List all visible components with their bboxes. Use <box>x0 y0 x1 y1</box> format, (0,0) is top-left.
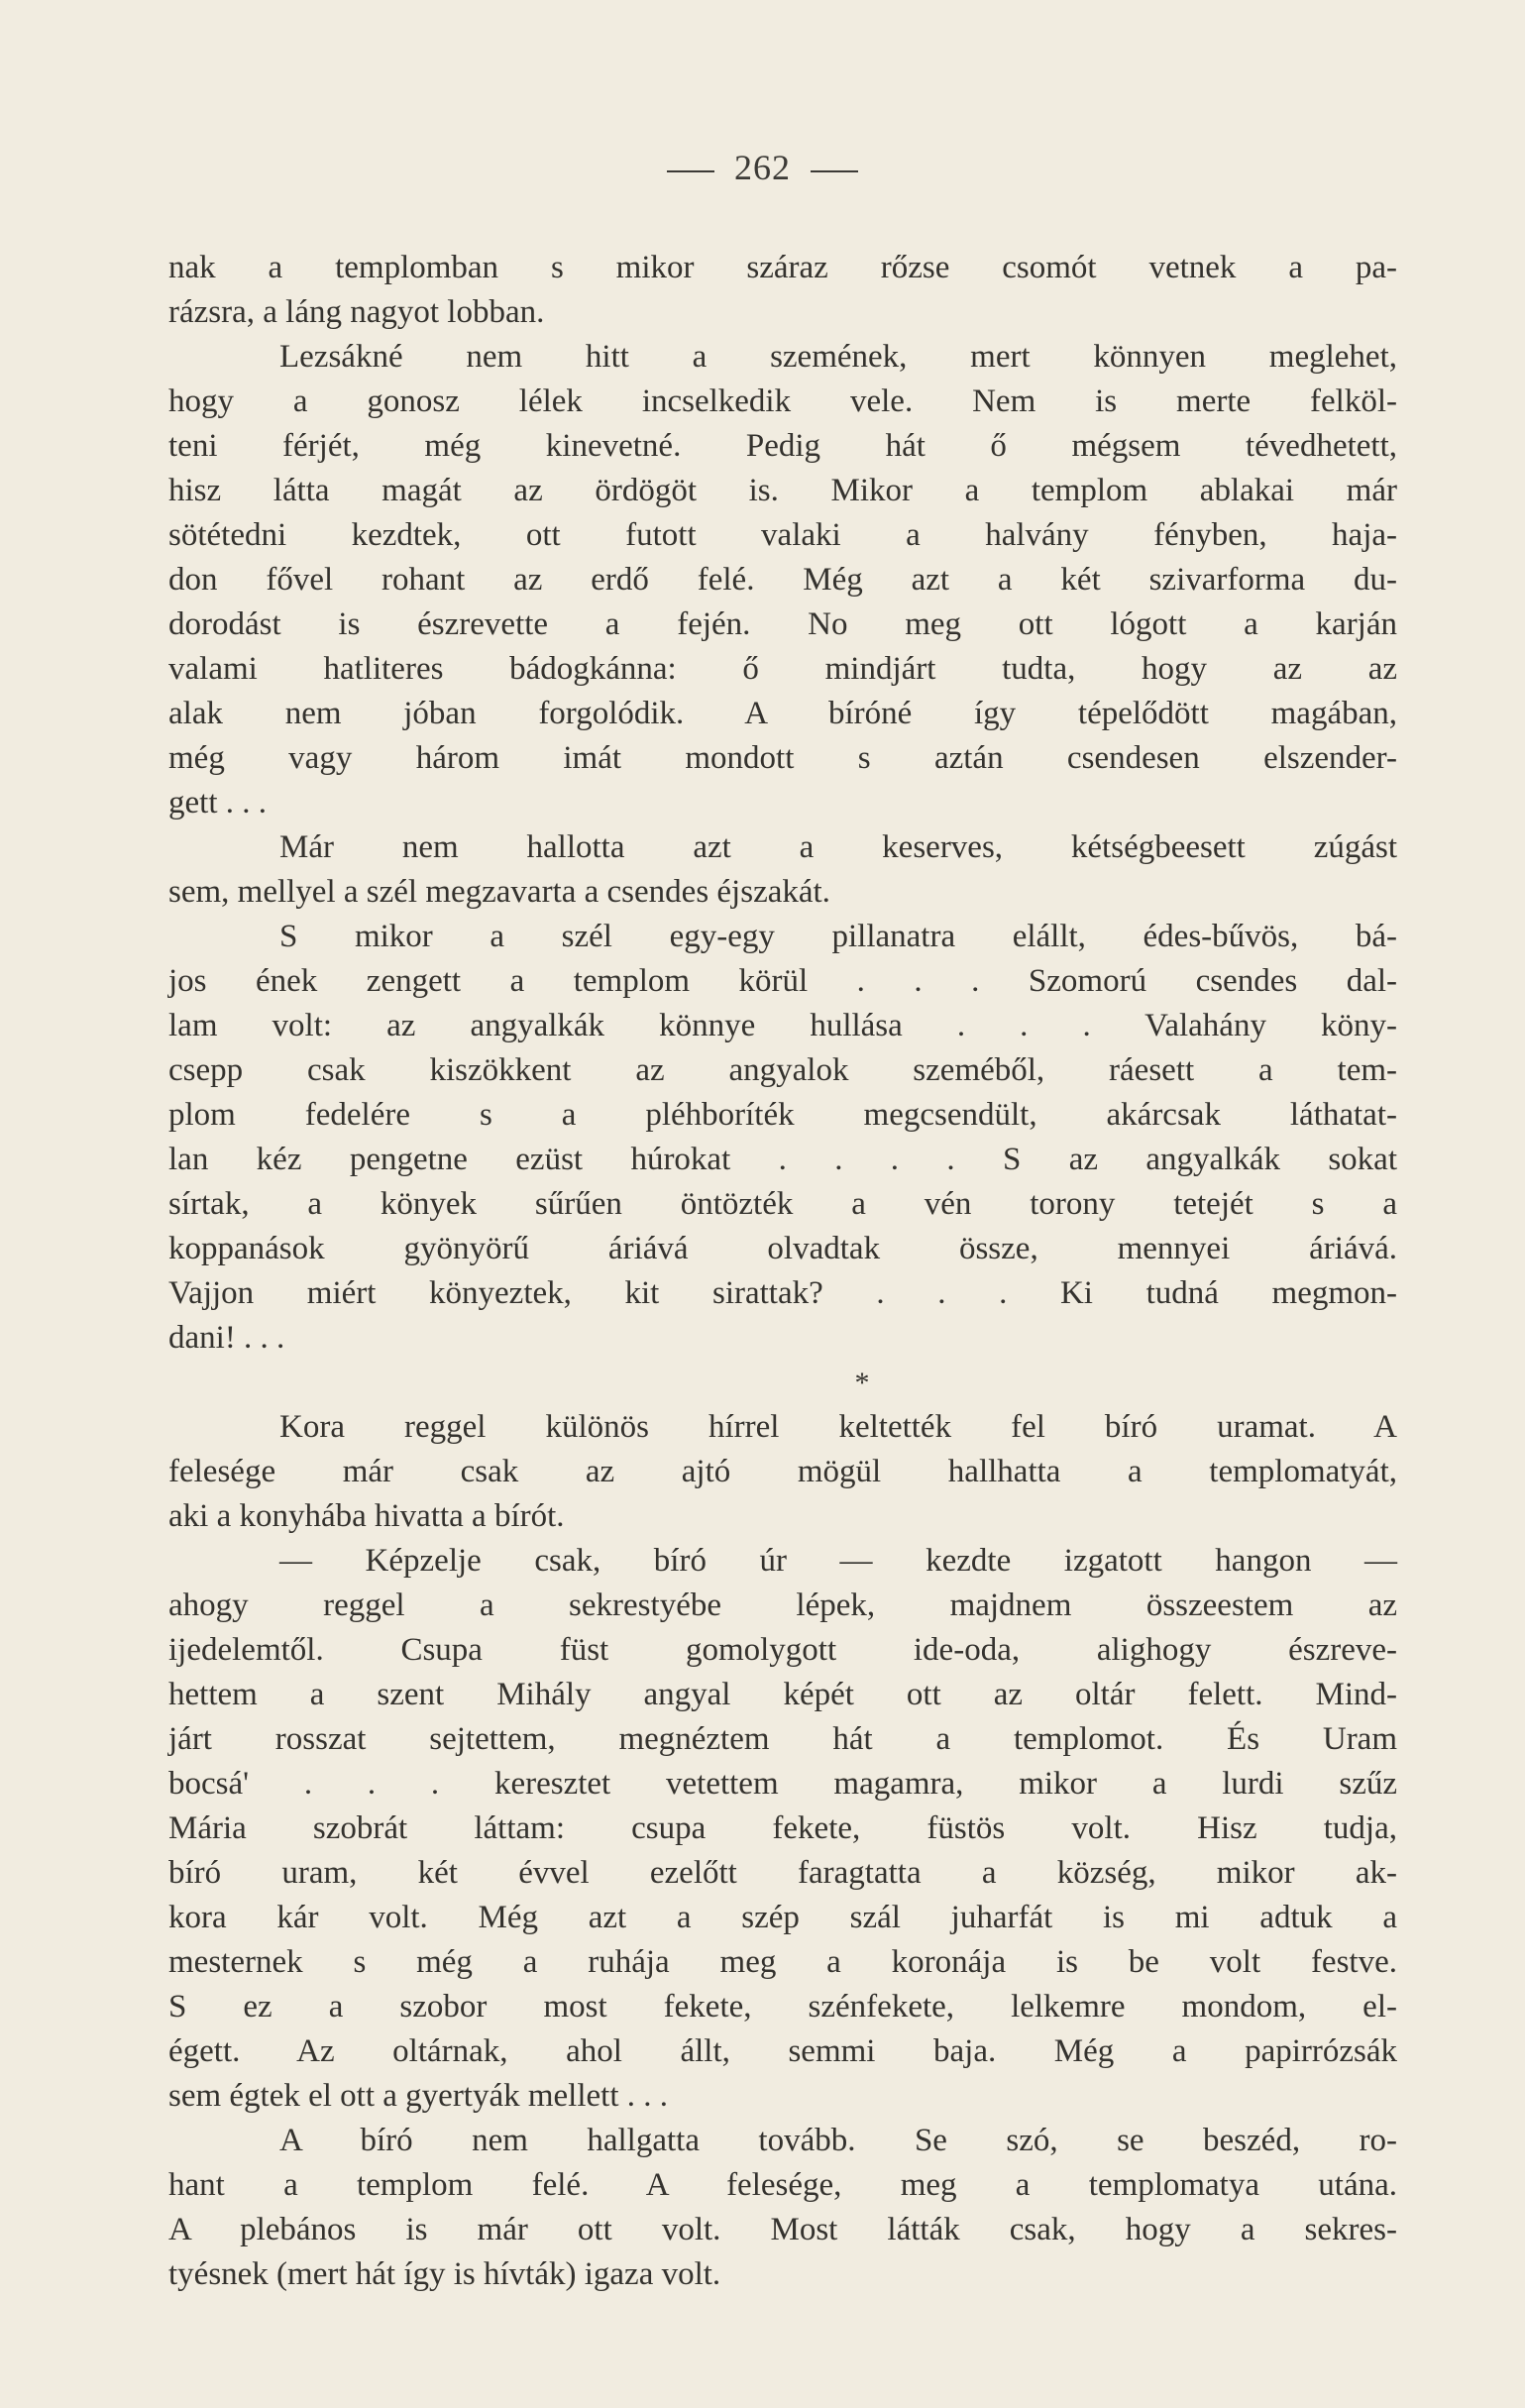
text-line: hettem a szent Mihály angyal képét ott az oltár felett. Mind- <box>168 1677 1397 1712</box>
text-line: A plebános is már ott volt. Most látták csak, hogy a sekres- <box>168 2212 1397 2247</box>
text-line: dani! . . . <box>168 1320 285 1356</box>
text-line: gett . . . <box>168 785 267 821</box>
page-header <box>0 147 1525 188</box>
section-divider: * <box>854 1367 870 1399</box>
text-line: ahogy reggel a sekrestyébe lépek, majdnem összeestem az <box>168 1587 1397 1623</box>
text-line: dorodást is észrevette a fején. No meg ott lógott a karján <box>168 606 1397 642</box>
header-dash-left <box>667 170 714 172</box>
text-line: bocsá' . . . keresztet vetettem magamra, mikor a lurdi szűz <box>168 1766 1397 1802</box>
text-line: lam volt: az angyalkák könnye hullása . . . Valahány köny- <box>168 1008 1397 1043</box>
text-line: koppanások gyönyörű áriává olvadtak össze, mennyei áriává. <box>168 1231 1397 1266</box>
text-line: járt rosszat sejtettem, megnéztem hát a templomot. És Uram <box>168 1721 1397 1757</box>
text-line: égett. Az oltárnak, ahol állt, semmi baja. Még a papirrózsák <box>168 2033 1397 2069</box>
text-line: Vajjon miért könyeztek, kit sirattak? . . . Ki tudná megmon- <box>168 1275 1397 1311</box>
text-line: S mikor a szél egy-egy pillanatra elállt, édes-bűvös, bá- <box>279 919 1397 954</box>
text-line: hant a templom felé. A felesége, meg a templomatya utána. <box>168 2167 1397 2203</box>
text-line: — Képzelje csak, bíró úr — kezdte izgatott hangon — <box>279 1543 1397 1579</box>
text-line: aki a konyhába hivatta a bírót. <box>168 1498 565 1534</box>
text-line: Már nem hallotta azt a keserves, kétségbeesett zúgást <box>279 829 1397 865</box>
text-line: alak nem jóban forgolódik. A bíróné így tépelődött magában, <box>168 696 1397 731</box>
text-line: mesternek s még a ruhája meg a koronája is be volt festve. <box>168 1944 1397 1980</box>
text-line: A bíró nem hallgatta tovább. Se szó, se beszéd, ro- <box>279 2123 1397 2158</box>
text-line: hogy a gonosz lélek incselkedik vele. Nem is merte felköl- <box>168 383 1397 419</box>
text-line: jos ének zengett a templom körül . . . Szomorú csendes dal- <box>168 963 1397 999</box>
text-line: csepp csak kiszökkent az angyalok szeméből, ráesett a tem- <box>168 1052 1397 1088</box>
text-line: teni férjét, még kinevetné. Pedig hát ő mégsem tévedhetett, <box>168 428 1397 464</box>
text-line: plom fedelére s a pléhboríték megcsendült, akárcsak láthatat- <box>168 1097 1397 1133</box>
text-line: bíró uram, két évvel ezelőtt faragtatta a község, mikor ak- <box>168 1855 1397 1891</box>
text-line: kora kár volt. Még azt a szép szál juharfát is mi adtuk a <box>168 1900 1397 1935</box>
text-line: Kora reggel különös hírrel keltették fel bíró uramat. A <box>279 1409 1397 1445</box>
text-line: Mária szobrát láttam: csupa fekete, füstös volt. Hisz tudja, <box>168 1810 1397 1846</box>
text-line: don fővel rohant az erdő felé. Még azt a két szivarforma du- <box>168 562 1397 598</box>
text-line: még vagy három imát mondott s aztán csendesen elszender- <box>168 740 1397 776</box>
text-line: sírtak, a könyek sűrűen öntözték a vén torony tetejét s a <box>168 1186 1397 1222</box>
page-number: 262 <box>734 148 791 187</box>
text-line: sötétedni kezdtek, ott futott valaki a halvány fényben, haja- <box>168 517 1397 553</box>
text-line: rázsra, a láng nagyot lobban. <box>168 294 545 330</box>
text-line: S ez a szobor most fekete, szénfekete, lelkemre mondom, el- <box>168 1989 1397 2025</box>
text-line: Lezsákné nem hitt a szemének, mert könnyen meglehet, <box>279 339 1397 375</box>
body-text <box>168 246 1397 2297</box>
text-line: felesége már csak az ajtó mögül hallhatta a templomatyát, <box>168 1454 1397 1489</box>
text-line: valami hatliteres bádogkánna: ő mindjárt tudta, hogy az az <box>168 651 1397 687</box>
header-dash-right <box>811 170 858 172</box>
text-line: hisz látta magát az ördögöt is. Mikor a templom ablakai már <box>168 473 1397 508</box>
text-line: sem égtek el ott a gyertyák mellett . . . <box>168 2078 669 2114</box>
text-line: ijedelemtől. Csupa füst gomolygott ide-oda, alighogy észreve- <box>168 1632 1397 1668</box>
text-line: lan kéz pengetne ezüst húrokat . . . . S az angyalkák sokat <box>168 1142 1397 1177</box>
text-line: nak a templomban s mikor száraz rőzse csomót vetnek a pa- <box>168 250 1397 285</box>
text-line: tyésnek (mert hát így is hívták) igaza volt. <box>168 2256 721 2292</box>
text-line: sem, mellyel a szél megzavarta a csendes éjszakát. <box>168 874 830 910</box>
